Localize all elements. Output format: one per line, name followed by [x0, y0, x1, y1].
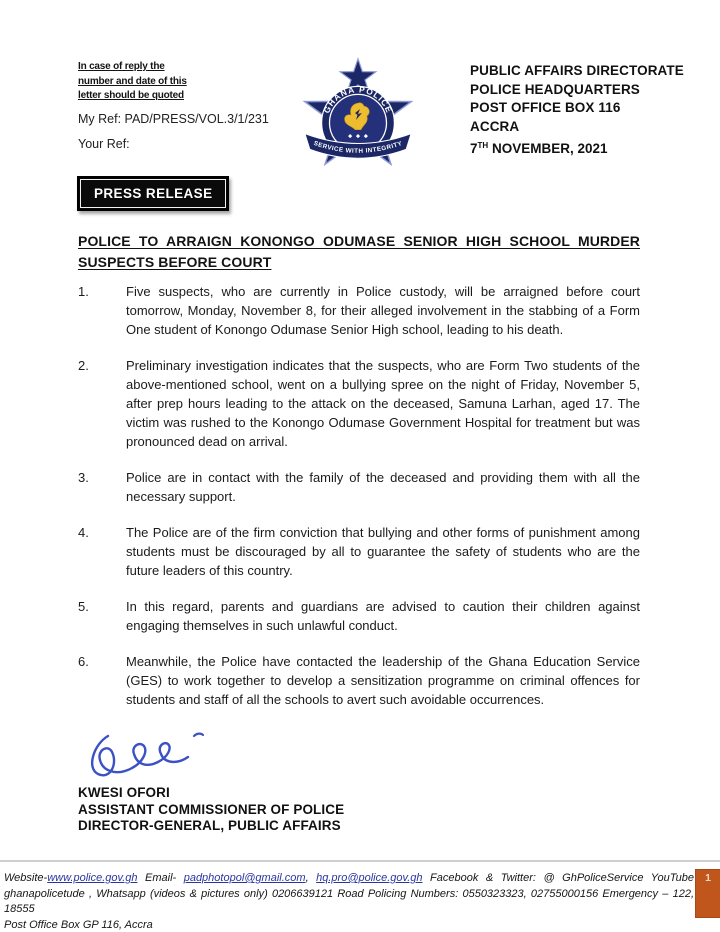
paragraph-number: 3.	[78, 470, 89, 485]
paragraph-4	[78, 523, 640, 580]
footer-text: Website-	[4, 872, 48, 884]
footer-contact-info	[4, 871, 694, 932]
footer-divider	[0, 860, 720, 862]
title-line-2: SUSPECTS BEFORE COURT	[78, 254, 272, 270]
footer-text: Facebook & Twitter: @ GhPoliceService YouTube	[422, 872, 694, 884]
document-title	[78, 231, 640, 273]
footer-text: Email-	[137, 872, 184, 884]
paragraph-text: The Police are of the firm conviction that bullying and other forms of punishment among students must be discouraged by all to guarantee the safety of students who are the future leaders of this country.	[126, 525, 640, 578]
signoff-block	[78, 785, 640, 835]
website-link[interactable]: www.police.gov.gh	[47, 872, 138, 884]
reply-note-line: In case of reply the	[78, 61, 165, 72]
paragraph-text: In this regard, parents and guardians are advised to caution their children against engaging themselves in such unlawful conduct.	[126, 599, 640, 633]
crest-ribbon-text: SERVICE WITH INTEGRITY	[312, 139, 404, 155]
paragraph-number: 1.	[78, 284, 89, 299]
paragraph-3	[78, 468, 640, 506]
directorate-address	[470, 62, 684, 136]
title-line-1: POLICE TO ARRAIGN KONONGO ODUMASE SENIOR HIGH SCHOOL MURDER	[78, 233, 640, 249]
letter-date: 7TH NOVEMBER, 2021	[470, 141, 608, 156]
page-number-tab: 1	[695, 869, 720, 918]
paragraph-text: Preliminary investigation indicates that the suspects, who are Form Two students of the above-mentioned school, went on a bullying spree on the night of Friday, November 5, after prep hours leading to the attack on the deceased, Samuna Larhan, aged 17. The victim was rushed to the Konongo Odumase Government Hospital for treatment but was pronounced dead on arrival.	[126, 358, 640, 449]
body-paragraphs	[78, 282, 640, 835]
paragraph-6	[78, 652, 640, 709]
reply-note-line: letter should be quoted	[78, 90, 184, 101]
paragraph-5	[78, 597, 640, 635]
my-ref: My Ref: PAD/PRESS/VOL.3/1/231	[78, 112, 269, 126]
paragraph-number: 2.	[78, 358, 89, 373]
address-line: POST OFFICE BOX 116	[470, 100, 621, 115]
footer-text: Post Office Box GP 116, Accra	[4, 918, 153, 931]
address-line: ACCRA	[470, 118, 520, 134]
signature-ink	[84, 726, 234, 782]
press-release-banner: PRESS RELEASE	[77, 176, 229, 211]
crest-ring-text: GHANA POLICE	[321, 84, 395, 115]
your-ref: Your Ref:	[78, 137, 130, 151]
paragraph-text: Meanwhile, the Police have contacted the leadership of the Ghana Education Service (GES) to work together to develop a sensitization programme on criminal offences for students and staff of all the schools to avert such avoidable occurrences.	[126, 654, 640, 707]
email-link-hq[interactable]: hq.pro@police.gov.gh	[316, 872, 423, 884]
paragraph-number: 6.	[78, 654, 89, 669]
address-line: PUBLIC AFFAIRS DIRECTORATE	[470, 63, 684, 78]
reply-note-line: number and date of this	[78, 75, 187, 87]
paragraph-number: 5.	[78, 599, 89, 614]
paragraph-1	[78, 282, 640, 339]
paragraph-number: 4.	[78, 525, 89, 540]
email-link-pad[interactable]: padphotopol@gmail.com	[183, 872, 306, 884]
address-line: POLICE HEADQUARTERS	[470, 81, 640, 97]
signatory-rank: ASSISTANT COMMISSIONER OF POLICE	[78, 801, 345, 817]
paragraph-text: Police are in contact with the family of the deceased and providing them with all the necessary support.	[126, 470, 640, 504]
paragraph-text: Five suspects, who are currently in Police custody, will be arraigned before court tomorrow, Monday, November 8, for their alleged involvement in the stabbing of a Form One student of Konongo Odumase Senior High school, leading to his death.	[126, 284, 640, 337]
footer-text: ghanapolicetude , Whatsapp (videos & pictures only) 0206639121 Road Policing Numbers: 0550323323, 02755000156 Emergency – 122, 18555	[4, 887, 694, 915]
signatory-name: KWESI OFORI	[78, 785, 170, 800]
reply-instruction-note	[78, 60, 196, 104]
paragraph-2	[78, 356, 640, 451]
ghana-police-crest-icon	[301, 54, 415, 172]
date-ordinal: TH	[477, 141, 489, 150]
footer-text: ,	[305, 872, 317, 884]
signatory-title: DIRECTOR-GENERAL, PUBLIC AFFAIRS	[78, 818, 341, 833]
